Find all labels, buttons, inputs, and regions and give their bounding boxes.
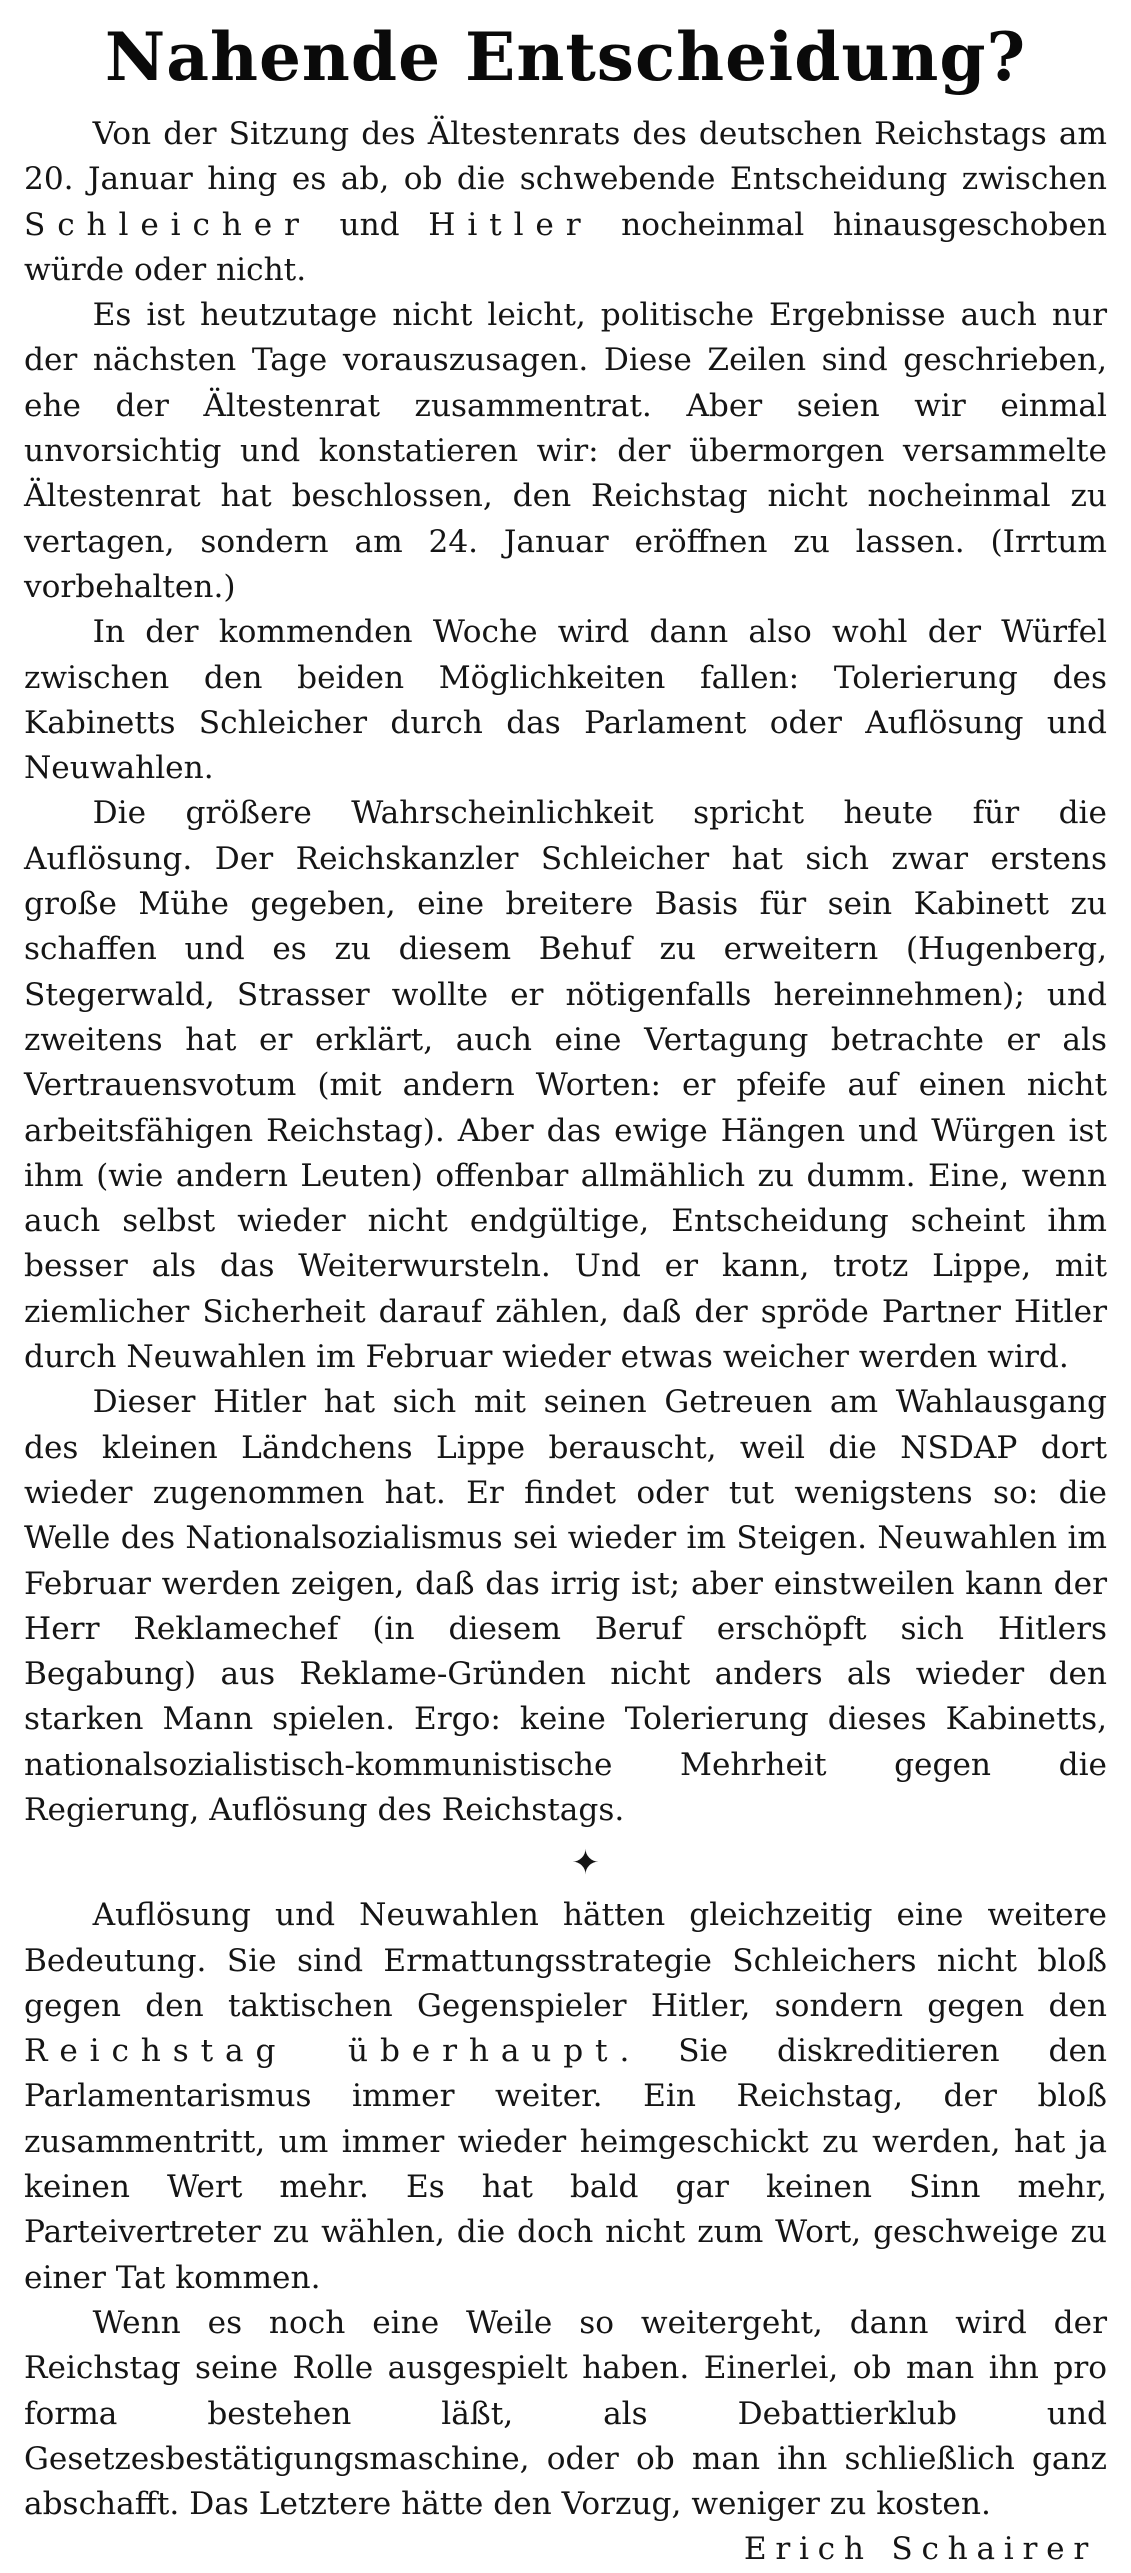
paragraph-3: In der kommenden Woche wird dann also wohl der Würfel zwischen den beiden Möglichkeiten fallen: Tolerierung des Kabinetts Schleicher durch das Parlament oder Auflösung und Neuwahlen. xyxy=(24,614,1107,787)
paragraph-2: Es ist heutzutage nicht leicht, politische Ergebnisse auch nur der nächsten Tage vorauszusagen. Diese Zeilen sind geschrieben, ehe der Ältestenrat zusammentrat. Aber seien wir einmal unvorsichtig und konstatieren wir: der übermorgen versammelte Ältestenrat hat beschlossen, den Reichstag nicht nocheinmal zu vertagen, sondern am 24. Januar eröffnen zu lassen. (Irrtum vorbehalten.) xyxy=(24,297,1107,605)
paragraph-4: Die größere Wahrscheinlichkeit spricht heute für die Auflösung. Der Reichskanzler Schleicher hat sich zwar erstens große Mühe gegeben, eine breitere Basis für sein Kabinett zu schaffen und es zu diesem Behuf zu erweitern (Hugenberg, Stegerwald, Strasser wollte er nötigenfalls hereinnehmen); und zweitens hat er erklärt, auch eine Vertagung betrachte er als Vertrauensvotum (mit andern Worten: er pfeife auf einen nicht arbeitsfähigen Reichstag). Aber das ewige Hängen und Würgen ist ihm (wie andern Leuten) offenbar allmählich zu dumm. Eine, wenn auch selbst wieder nicht endgültige, Entscheidung scheint ihm besser als das Weiterwursteln. Und er kann, trotz Lippe, mit ziemlicher Sicherheit darauf zählen, daß der spröde Partner Hitler durch Neuwahlen im Februar wieder etwas weicher werden wird. xyxy=(24,795,1107,1376)
paragraph-6-text-a: Auflösung und Neuwahlen hätten gleichzeitig eine weitere Bedeutung. Sie sind Ermattungsstrategie Schleichers nicht bloß gegen den taktischen Gegenspieler Hitler, sondern gegen den xyxy=(24,1897,1107,2024)
article-body xyxy=(24,112,1107,2573)
section-divider-ornament: ✦ xyxy=(571,1843,600,1884)
author-signature: Erich Schairer xyxy=(743,2531,1097,2568)
paragraph-5: Dieser Hitler hat sich mit seinen Getreuen am Wahlausgang des kleinen Ländchens Lippe berauscht, weil die NSDAP dort wieder zugenommen hat. Er findet oder tut wenigstens so: die Welle des Nationalsozialismus sei wieder im Steigen. Neuwahlen im Februar werden zeigen, daß das irrig ist; aber einstweilen kann der Herr Reklamechef (in diesem Beruf erschöpft sich Hitlers Begabung) aus Reklame-Gründen nicht anders als wieder den starken Mann spielen. Ergo: keine Tolerierung dieses Kabinetts, nationalsozialistisch-kommunistische Mehrheit gegen die Regierung, Auflösung des Reichstags. xyxy=(24,1384,1107,1828)
article-title: Nahende Entscheidung? xyxy=(104,18,1027,96)
paragraph-1-text-a: Von der Sitzung des Ältestenrats des deutschen Reichstags am 20. Januar hing es ab, ob die schwebende Entscheidung zwischen xyxy=(24,116,1107,198)
paragraph-1-text-c: nocheinmal hinausgeschoben würde oder nicht. xyxy=(24,206,1107,288)
spaced-name-schleicher: Schleicher xyxy=(24,206,311,243)
paragraph-6-text-b: . Sie diskreditieren den Parlamentarismus immer weiter. Ein Reichstag, der bloß zusammentritt, um immer wieder heimgeschickt zu werden, hat ja keinen Wert mehr. Es hat bald gar keinen Sinn mehr, Parteivertreter zu wählen, die doch nicht zum Wort, geschweige zu einer Tat kommen. xyxy=(24,2033,1107,2296)
spaced-emphasis-reichstag: Reichstag überhaupt xyxy=(24,2033,620,2070)
spaced-name-hitler: Hitler xyxy=(428,206,593,243)
paragraph-7: Wenn es noch eine Weile so weitergeht, dann wird der Reichstag seine Rolle ausgespielt haben. Einerlei, ob man ihn pro forma bestehen läßt, als Debattierklub und Gesetzesbestätigungsmaschine, oder ob man ihn schließlich ganz abschafft. Das Letztere hätte den Vorzug, weniger zu kosten. xyxy=(24,2304,1107,2523)
paragraph-1 xyxy=(24,112,1107,293)
paragraph-1-text-b: und xyxy=(310,206,429,243)
paragraph-6 xyxy=(24,1893,1107,2301)
